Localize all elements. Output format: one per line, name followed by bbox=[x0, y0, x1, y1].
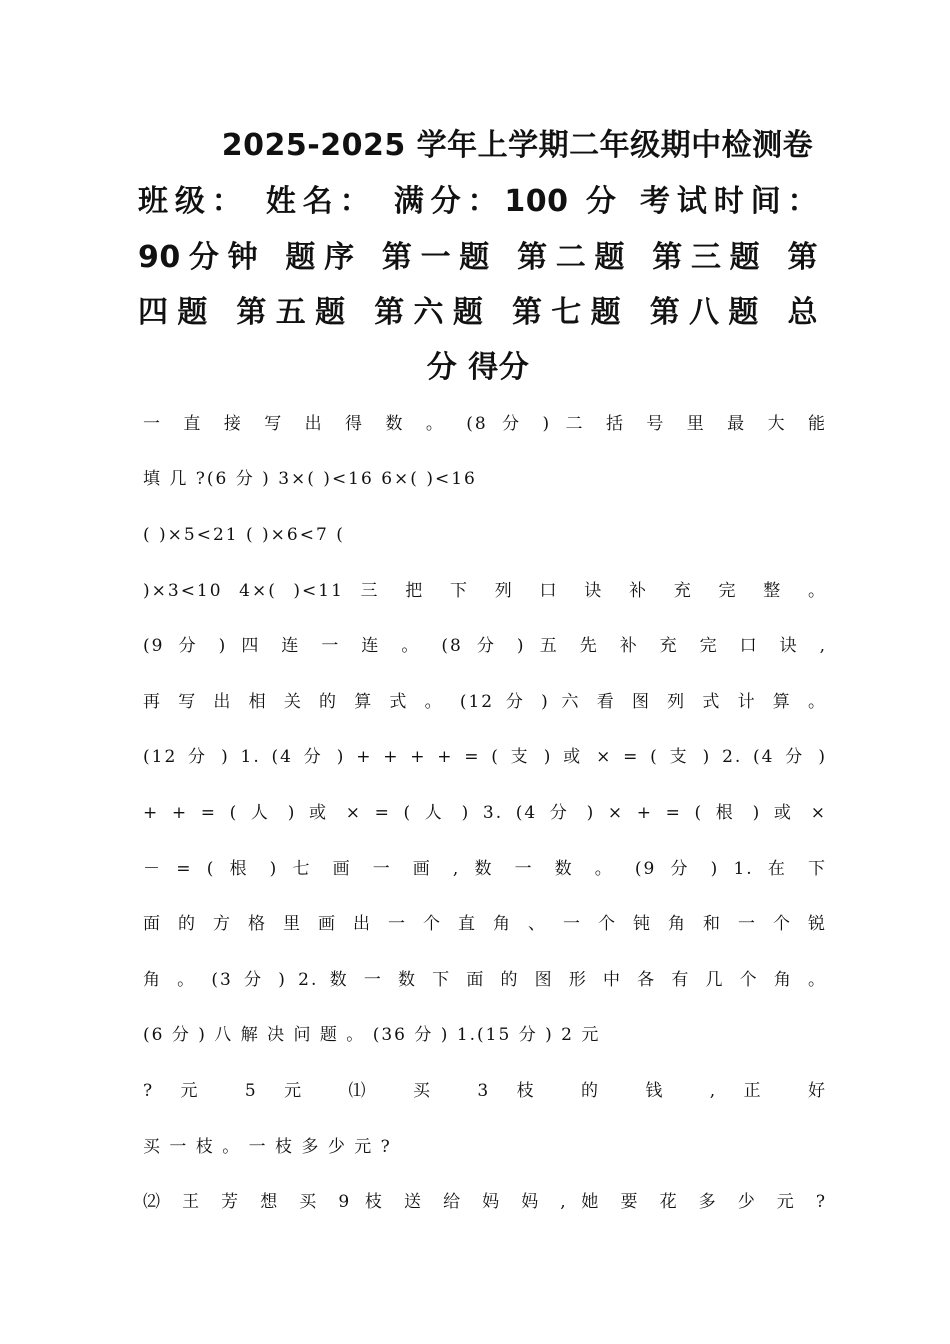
body-line-13: ? 元 5 元 ⑴ 买 3 枝 的 钱 , 正 好 bbox=[143, 1081, 827, 1101]
body-line-12: (6 分 ) 八 解 决 问 题 。 (36 分 ) 1.(15 分 ) 2 元 bbox=[143, 1025, 601, 1045]
body-line-11: 角 。 (3 分 ) 2. 数 一 数 下 面 的 图 形 中 各 有 几 个 角 。 bbox=[143, 970, 827, 990]
body-line-15: ⑵ 王 芳 想 买 9 枝 送 给 妈 妈 , 她 要 花 多 少 元 ? bbox=[143, 1192, 827, 1212]
body-line-7: (12 分 ) 1. (4 分 ) + + + + = ( 支 ) 或 × = ( 支 ) 2. (4 分 ) bbox=[143, 747, 827, 767]
header-line-score-table-3: 分 得分 bbox=[426, 350, 530, 385]
body-line-6: 再 写 出 相 关 的 算 式 。 (12 分 ) 六 看 图 列 式 计 算 。 bbox=[143, 692, 827, 712]
body-line-4: )×3<10 4×( )<11 三 把 下 列 口 诀 补 充 完 整 。 bbox=[143, 581, 827, 601]
body-line-5: (9 分 ) 四 连 一 连 。 (8 分 ) 五 先 补 充 完 口 诀 , bbox=[143, 636, 827, 656]
body-line-2: 填 几 ?(6 分 ) 3×( )<16 6×( )<16 bbox=[143, 469, 477, 489]
body-line-9: － = ( 根 ) 七 画 一 画 , 数 一 数 。 (9 分 ) 1. 在 下 bbox=[143, 859, 827, 879]
header-line-score-table-2: 四题 第五题 第六题 第七题 第八题 总 bbox=[138, 295, 818, 330]
body-line-14: 买 一 枝 。 一 枝 多 少 元 ? bbox=[143, 1137, 392, 1157]
exam-title: 2025-2025 学年上学期二年级期中检测卷 bbox=[221, 128, 814, 163]
body-line-1: 一 直 接 写 出 得 数 。 (8 分 ) 二 括 号 里 最 大 能 bbox=[143, 414, 827, 434]
body-line-3: ( )×5<21 ( )×6<7 ( bbox=[143, 525, 345, 545]
header-line-score-table-1: 90分钟 题序 第一题 第二题 第三题 第 bbox=[138, 240, 818, 275]
body-line-10: 面 的 方 格 里 画 出 一 个 直 角 、 一 个 钝 角 和 一 个 锐 bbox=[143, 914, 827, 934]
header-line-info: 班级： 姓名： 满分：100 分 考试时间： bbox=[138, 184, 818, 219]
body-line-8: + + = ( 人 ) 或 × = ( 人 ) 3. (4 分 ) × + = ( 根 ) 或 × bbox=[143, 803, 827, 823]
